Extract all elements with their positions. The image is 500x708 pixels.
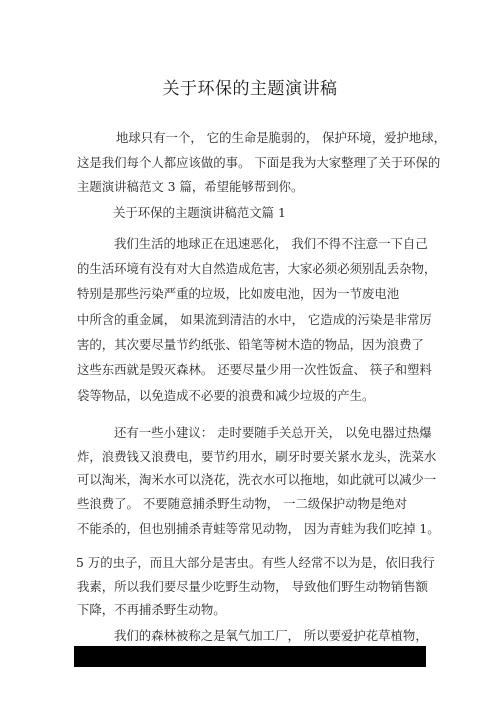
paragraph-line: 炸，浪费钱又浪费电，要节约用水，刷牙时要关紧水龙头，洗菜水	[77, 449, 437, 464]
document-title: 关于环保的主题演讲稿	[162, 79, 338, 99]
paragraph-line: 的生活环境有没有对大自然造成危害，大家必须必须别乱丢杂物，	[77, 261, 437, 276]
paragraph-line: 这是我们每个人都应该做的事。 下面是我为大家整理了关于环保的	[77, 155, 441, 170]
paragraph-line: 特别是那些污染严重的垃圾，比如废电池，因为一节废电池	[77, 286, 400, 301]
paragraph-line: 主题演讲稿范文 3 篇，希望能够帮到你。	[77, 179, 304, 194]
paragraph-line: 我们生活的地球正在迅速恶化， 我们不得不注意一下自己	[114, 236, 428, 251]
paragraph-line: 害的，其次要尽量节约纸张、铅笔等树木造的物品，因为浪费了	[77, 337, 424, 352]
paragraph-line: 袋等物品，以免造成不必要的浪费和减少垃圾的产生。	[77, 388, 375, 403]
paragraph-line: 地球只有一个， 它的生命是脆弱的， 保护环境，爱护地球，	[116, 130, 447, 145]
paragraph-line: 还有一些小建议： 走时要随手关总开关， 以免电器过热爆	[114, 425, 432, 440]
paragraph-line: 不能杀的，但也别捕杀青蛙等常见动物， 因为青蛙为我们吃掉 1。	[77, 521, 440, 536]
paragraph-line: 下降，不再捕杀野生动物。	[77, 602, 226, 617]
paragraph-line: 5 万的虫子，而且大部分是害虫。有些人经常不以为是，依旧我行	[76, 555, 435, 570]
paragraph-line: 中所含的重金属， 如果流到清洁的水中， 它造成的污染是非常厉	[77, 312, 432, 327]
redaction-bar	[74, 646, 426, 667]
paragraph-line: 我素，所以我们要尽量少吃野生动物， 导致他们野生动物销售额	[77, 579, 428, 594]
paragraph-line: 可以淘米，淘米水可以浇花，洗衣水可以拖地，如此就可以减少一	[77, 472, 437, 487]
paragraph-line: 些浪费了。 不要随意捕杀野生动物， 一二级保护动物是绝对	[77, 496, 408, 511]
paragraph-line: 这些东西就是毁灭森林。 还要尽量少用一次性饭盒、 筷子和塑料	[77, 362, 432, 377]
paragraph-line: 我们的森林被称之是氧气加工厂， 所以要爱护花草植物，	[114, 628, 428, 643]
section-heading: 关于环保的主题演讲稿范文篇 1	[113, 205, 286, 220]
